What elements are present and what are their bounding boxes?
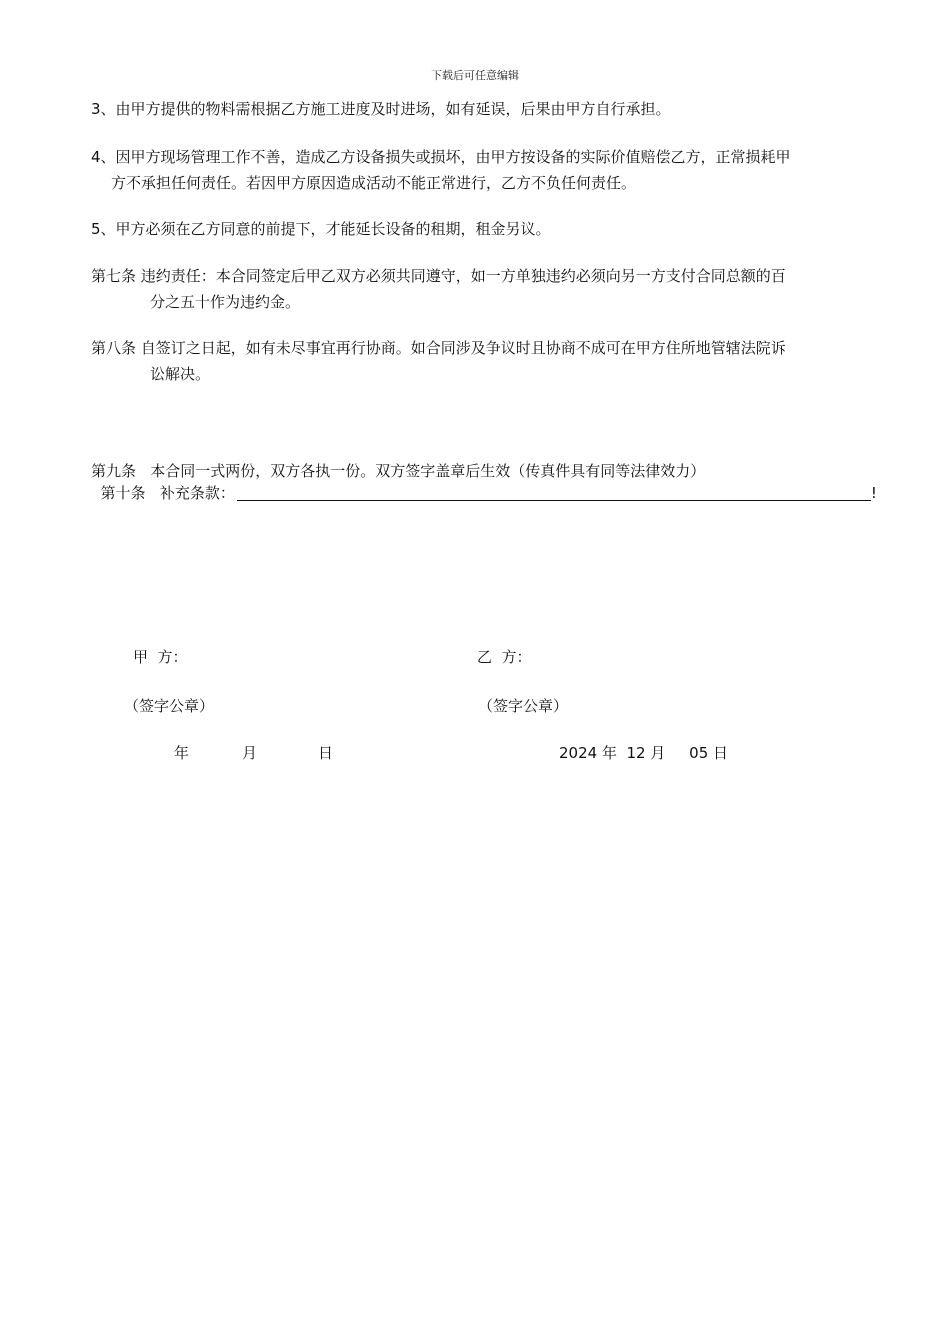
clause-item-4-line-1: 4、因甲方现场管理工作不善，造成乙方设备损失或损坏，由甲方按设备的实际价值赔偿乙方，正常损耗甲 — [91, 148, 791, 166]
party-a-date-day: 日 — [318, 744, 334, 762]
article-9-line-1: 第九条 本合同一式两份，双方各执一份。双方签字盖章后生效（传真件具有同等法律效力） — [91, 462, 706, 480]
party-b-seal: （签字公章） — [478, 697, 569, 715]
article-10-label: 第十条 补充条款： — [100, 484, 235, 502]
party-a-seal: （签字公章） — [124, 697, 215, 715]
article-7-line-2: 分之五十作为违约金。 — [150, 293, 301, 311]
article-10-end-mark: ! — [870, 484, 877, 502]
article-7 — [91, 263, 881, 315]
clause-item-4 — [91, 144, 881, 196]
party-b-label: 乙 方： — [477, 648, 532, 666]
party-b-date: 2024 年 12 月 05 日 — [559, 744, 729, 762]
article-10 — [91, 454, 891, 506]
clause-item-4-line-2: 方不承担任何责任。若因甲方原因造成活动不能正常进行，乙方不负任何责任。 — [111, 174, 637, 192]
party-a-date-year: 年 — [174, 744, 190, 762]
article-8-line-1: 第八条 自签订之日起，如有未尽事宜再行协商。如合同涉及争议时且协商不成可在甲方住所地管辖法院诉 — [91, 339, 786, 357]
party-a-label: 甲 方： — [133, 648, 188, 666]
article-7-line-1: 第七条 违约责任：本合同签定后甲乙双方必须共同遵守，如一方单独违约必须向另一方支付合同总额的百 — [91, 267, 786, 285]
clause-item-5-line-1: 5、甲方必须在乙方同意的前提下，才能延长设备的租期，租金另议。 — [91, 220, 551, 238]
clause-item-3 — [91, 96, 881, 122]
clause-item-5 — [91, 216, 881, 242]
supplementary-terms-blank-line[interactable] — [237, 484, 871, 501]
party-a-date-month: 月 — [242, 744, 258, 762]
article-8 — [91, 335, 881, 387]
clause-item-3-line-1: 3、由甲方提供的物料需根据乙方施工进度及时进场，如有延误，后果由甲方自行承担。 — [91, 100, 671, 118]
article-8-line-2: 讼解决。 — [150, 365, 211, 383]
page-header: 下载后可任意编辑 — [431, 69, 519, 82]
